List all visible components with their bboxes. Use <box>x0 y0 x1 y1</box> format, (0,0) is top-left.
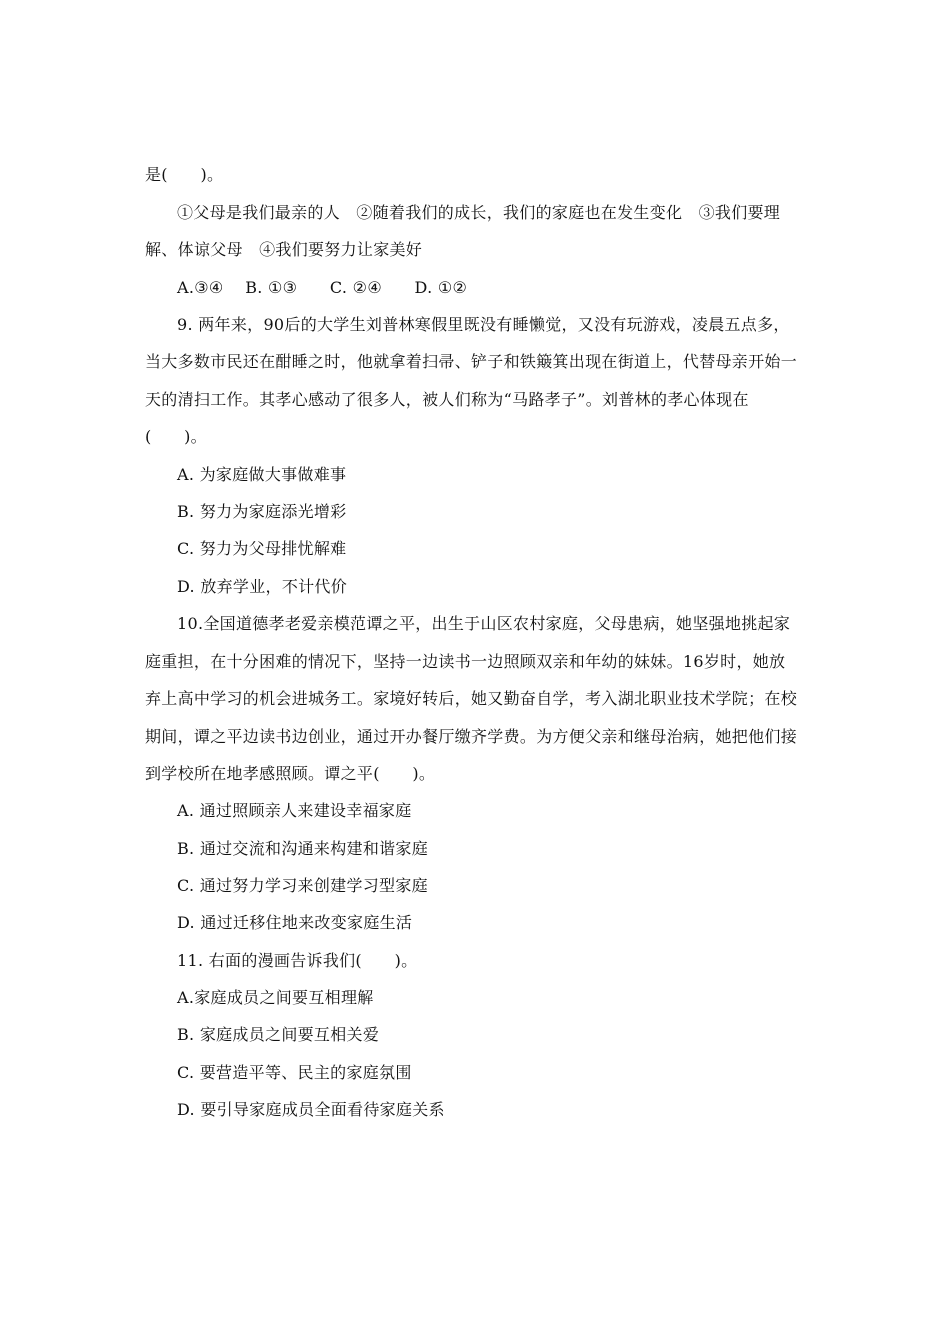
q9-option-d: D. 放弃学业，不计代价 <box>177 577 348 596</box>
q8-stem-tail: 是( )。 <box>145 165 224 184</box>
q11-option-c: C. 要营造平等、民主的家庭氛围 <box>177 1063 412 1082</box>
q10-option-d: D. 通过迁移住地来改变家庭生活 <box>177 913 413 932</box>
q9-line4: ( )。 <box>145 427 207 446</box>
q9-option-c: C. 努力为父母排忧解难 <box>177 539 347 558</box>
q10-line2: 庭重担，在十分困难的情况下，坚持一边读书一边照顾双亲和年幼的妹妹。16岁时，她放 <box>145 652 786 671</box>
q10-line3: 弃上高中学习的机会进城务工。家境好转后，她又勤奋自学，考入湖北职业技术学院；在校 <box>145 689 798 708</box>
q11-option-b: B. 家庭成员之间要互相关爱 <box>177 1025 380 1044</box>
q9-line3: 天的清扫工作。其孝心感动了很多人，被人们称为“马路孝子”。刘普林的孝心体现在 <box>145 390 749 409</box>
q8-statements-line2: 解、体谅父母 ④我们要努力让家美好 <box>145 240 423 259</box>
q11-option-a: A.家庭成员之间要互相理解 <box>177 988 374 1007</box>
q8-options: A.③④ B. ①③ C. ②④ D. ①② <box>177 278 468 297</box>
q10-line4: 期间，谭之平边读书边创业，通过开办餐厅缴齐学费。为方便父亲和继母治病，她把他们接 <box>145 727 798 746</box>
q10-line1: 10.全国道德孝老爱亲模范谭之平，出生于山区农村家庭，父母患病，她坚强地挑起家 <box>177 614 791 633</box>
q10-option-b: B. 通过交流和沟通来构建和谐家庭 <box>177 839 429 858</box>
q9-option-a: A. 为家庭做大事做难事 <box>177 465 347 484</box>
q9-line1: 9. 两年来，90后的大学生刘普林寒假里既没有睡懒觉，又没有玩游戏，凌晨五点多， <box>177 315 790 334</box>
q10-option-c: C. 通过努力学习来创建学习型家庭 <box>177 876 428 895</box>
q9-line2: 当大多数市民还在酣睡之时，他就拿着扫帚、铲子和铁簸箕出现在街道上，代替母亲开始一 <box>145 352 798 371</box>
q10-option-a: A. 通过照顾亲人来建设幸福家庭 <box>177 801 412 820</box>
q11-option-d: D. 要引导家庭成员全面看待家庭关系 <box>177 1100 445 1119</box>
q9-option-b: B. 努力为家庭添光增彩 <box>177 502 347 521</box>
q11-stem: 11. 右面的漫画告诉我们( )。 <box>177 951 418 970</box>
q8-statements-line1: ①父母是我们最亲的人 ②随着我们的成长，我们的家庭也在发生变化 ③我们要理 <box>177 203 781 222</box>
q10-line5: 到学校所在地孝感照顾。谭之平( )。 <box>145 764 436 783</box>
